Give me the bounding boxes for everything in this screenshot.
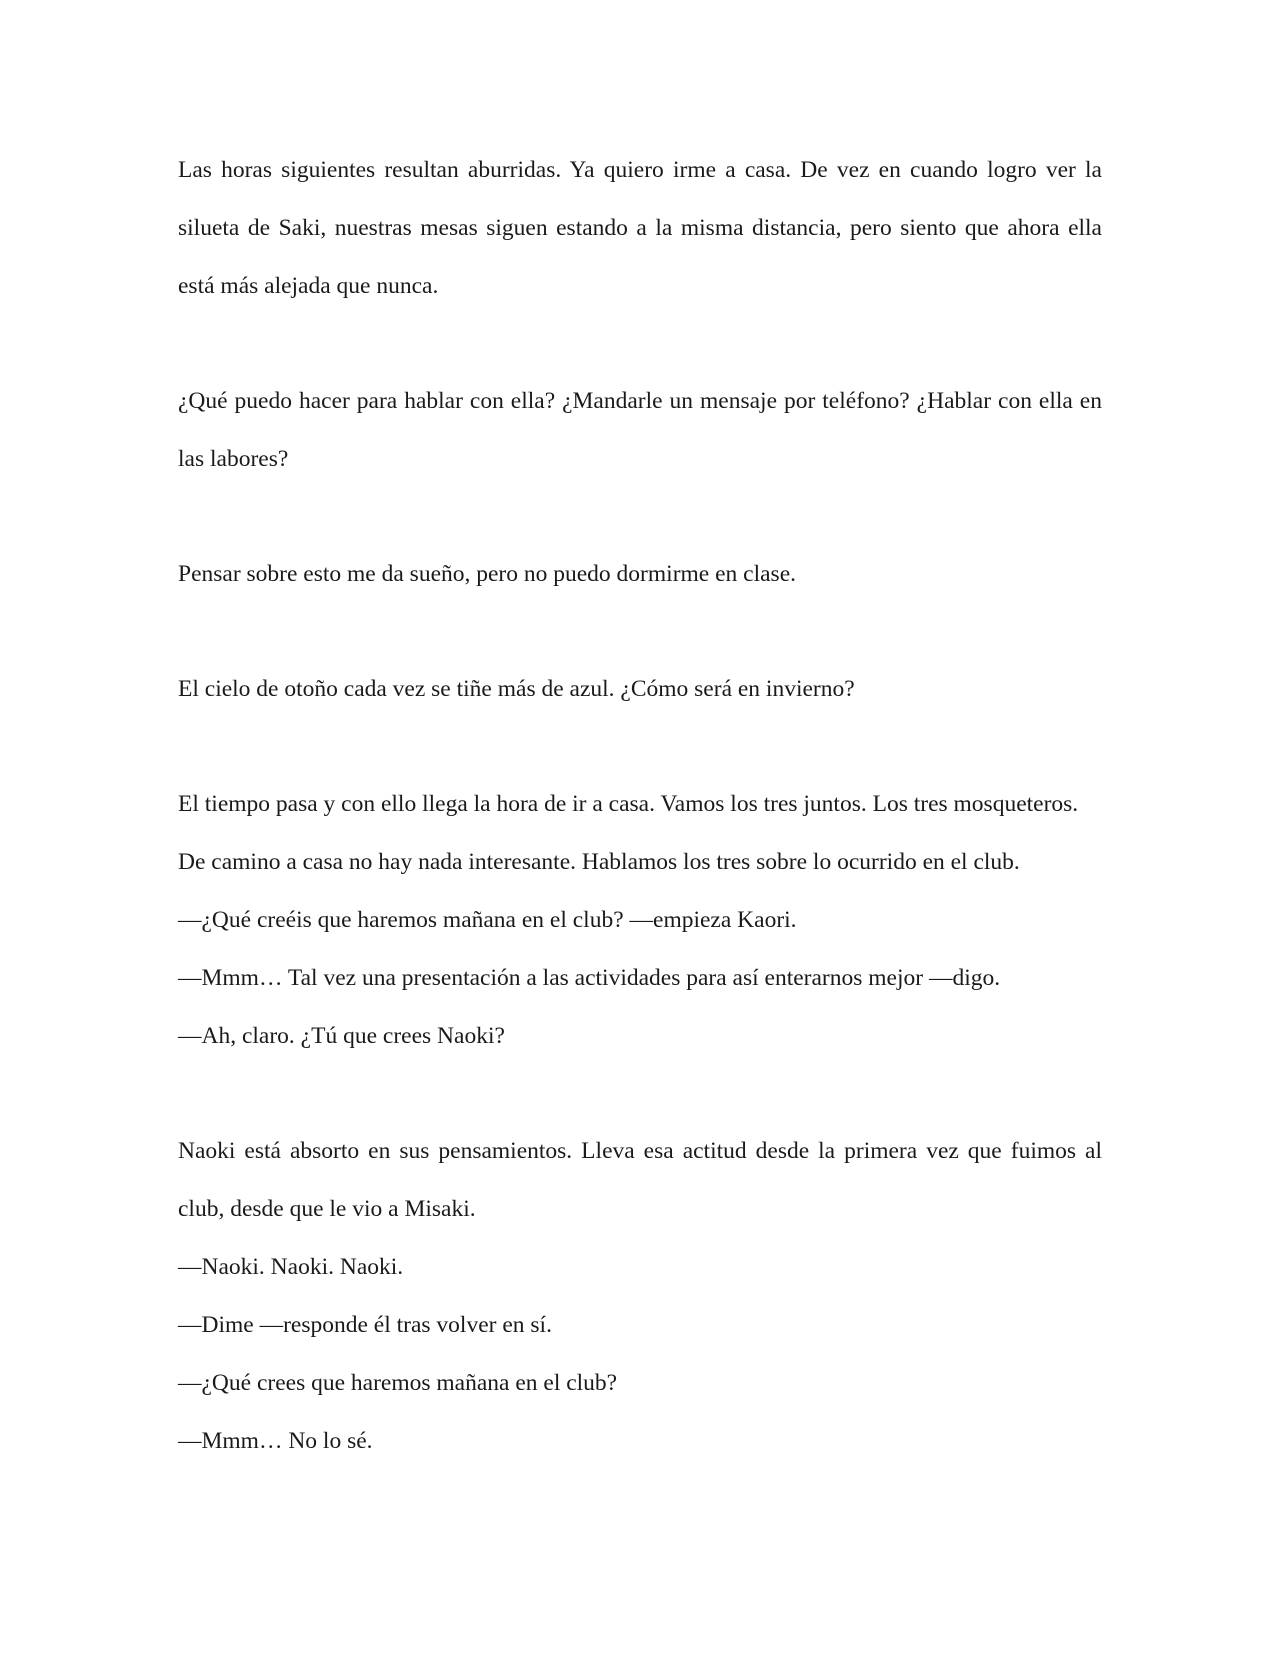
- dialogue-line: —Naoki. Naoki. Naoki.: [178, 1254, 404, 1280]
- paragraph-gap: [178, 718, 1102, 775]
- paragraph: El tiempo pasa y con ello llega la hora de ir a casa. Vamos los tres juntos. Los tres mosqueteros.: [178, 791, 1079, 817]
- body-text: [178, 141, 1102, 1470]
- paragraph-gap: [178, 603, 1102, 660]
- paragraph-gap: [178, 315, 1102, 372]
- dialogue-line: —¿Qué crees que haremos mañana en el club?: [178, 1370, 618, 1396]
- paragraph: ¿Qué puedo hacer para hablar con ella? ¿Mandarle un mensaje por teléfono? ¿Hablar con ella en las labores?: [178, 388, 1102, 472]
- dialogue-line: —Ah, claro. ¿Tú que crees Naoki?: [178, 1023, 505, 1049]
- paragraph: Naoki está absorto en sus pensamientos. Lleva esa actitud desde la primera vez que fuimos al club, desde que le vio a Misaki.: [178, 1138, 1102, 1222]
- paragraph: Pensar sobre esto me da sueño, pero no puedo dormirme en clase.: [178, 561, 796, 587]
- paragraph: Las horas siguientes resultan aburridas. Ya quiero irme a casa. De vez en cuando logro ver la silueta de Saki, nuestras mesas siguen estando a la misma distancia, pero siento que ahora ella está más alejada que nunca.: [178, 157, 1102, 299]
- paragraph: De camino a casa no hay nada interesante. Hablamos los tres sobre lo ocurrido en el club.: [178, 849, 1020, 875]
- dialogue-line: —Dime —responde él tras volver en sí.: [178, 1312, 552, 1338]
- dialogue-line: —Mmm… No lo sé.: [178, 1428, 373, 1454]
- paragraph-gap: [178, 1065, 1102, 1122]
- paragraph-gap: [178, 488, 1102, 545]
- dialogue-line: —Mmm… Tal vez una presentación a las actividades para así enterarnos mejor —digo.: [178, 965, 1001, 991]
- paragraph: El cielo de otoño cada vez se tiñe más de azul. ¿Cómo será en invierno?: [178, 676, 855, 702]
- dialogue-line: —¿Qué creéis que haremos mañana en el club? —empieza Kaori.: [178, 907, 797, 933]
